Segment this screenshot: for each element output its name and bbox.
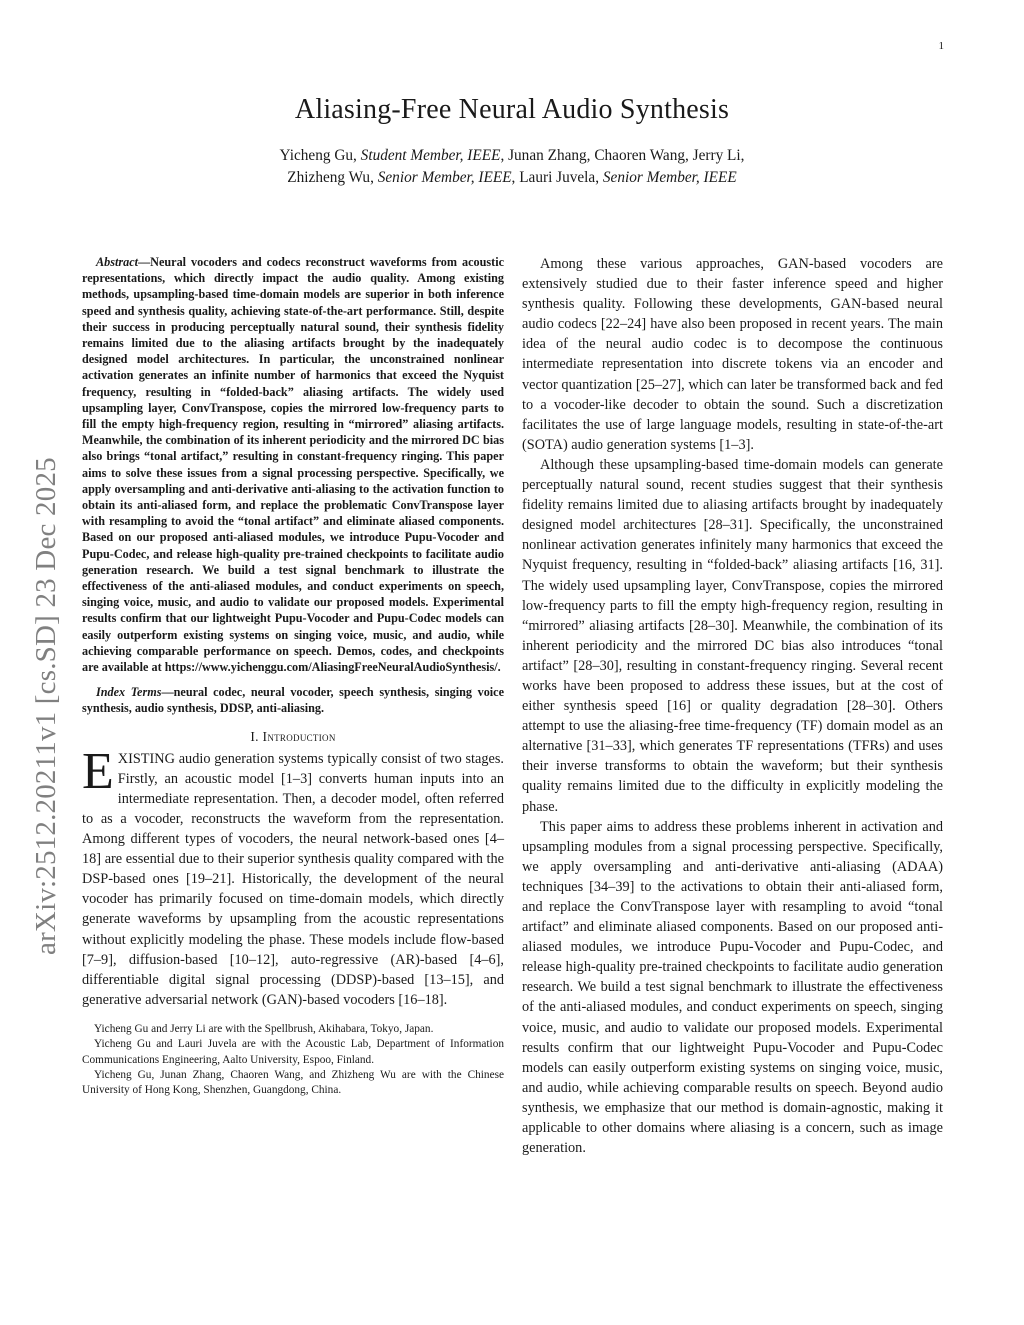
section-numeral: I. [250, 728, 263, 744]
drop-cap: E [82, 742, 114, 800]
affiliation-footnotes [82, 1022, 504, 1098]
section-heading-introduction [82, 729, 504, 745]
arxiv-identifier-stamp: arXiv:2512.20211v1 [cs.SD] 23 Dec 2025 [30, 457, 62, 955]
footnote: Yicheng Gu, Junan Zhang, Chaoren Wang, and Zhizheng Wu are with the Chinese University of Hong Kong, Shenzhen, Guangdong, China. [82, 1068, 504, 1097]
index-terms-label: Index Terms [96, 685, 162, 700]
intro-paragraph [82, 742, 504, 1010]
author-list [0, 145, 1024, 189]
author-text: , Lauri Juvela, [511, 169, 603, 186]
author-line-2 [0, 167, 1024, 189]
author-text: , Junan Zhang, Chaoren Wang, Jerry Li, [500, 147, 745, 164]
author-line-1 [0, 145, 1024, 167]
index-terms-text: —neural codec, neural vocoder, speech synthesis, singing voice synthesis, audio synthesis, DDSP, anti-aliasing. [82, 685, 504, 716]
footnote: Yicheng Gu and Lauri Juvela are with the Acoustic Lab, Department of Information Communications Engineering, Aalto University, Espoo, Finland. [82, 1038, 504, 1066]
author-affiliation: Student Member, IEEE [360, 147, 501, 164]
author-affiliation: Senior Member, IEEE [377, 169, 512, 186]
paper-title: Aliasing-Free Neural Audio Synthesis [294, 94, 730, 125]
abstract [82, 254, 504, 675]
author-text: Zhizheng Wu, [287, 169, 378, 186]
section-title: Introduction [262, 728, 336, 744]
author-affiliation: Senior Member, IEEE [602, 169, 737, 186]
page-number: 1 [938, 40, 944, 52]
body-paragraph: Among these various approaches, GAN-based vocoders are extensively studied due to their faster inference speed and higher synthesis quality. Following these developments, GAN-based neural audio codecs [22–24] have also been proposed in recent years. The main idea of the neural audio codec is to decompose the continuous intermediate representation into discrete tokens via an encoder and vector quantization [25–27], which can later be transformed back and fed to a vocoder-like decoder to obtain the sound. Such a discretization facilitates the use of large language models, resulting in state-of-the-art (SOTA) audio generation systems [1–3]. [522, 256, 943, 453]
index-terms [82, 684, 504, 716]
abstract-label: Abstract [96, 255, 138, 269]
left-column [82, 254, 504, 1098]
intro-first-word: XISTING [117, 750, 175, 767]
abstract-text: —Neural vocoders and codecs reconstruct waveforms from acoustic representations, which directly impact the audio quality. Among existing methods, upsampling-based time-domain models are superior in both inference speed and synthesis quality, achieving state-of-the-art performance. Still, despite their success in producing perceptually natural sound, their synthesis fidelity remains limited due to the aliasing artifacts brought by the inadequately designed model architectures. In particular, the unconstrained nonlinear activation generates an infinite number of harmonics that exceed the Nyquist frequency, resulting in “folded-back” aliasing artifacts. The widely used upsampling layer, ConvTranspose, copies the mirrored low-frequency parts to fill the empty high-frequency region, resulting in “mirrored” aliasing artifacts. Meanwhile, the combination of its inherent periodicity and the mirrored DC bias also brings “tonal artifact,” resulting in constant-frequency ringing. This paper aims to solve these issues from a signal processing perspective. Specifically, we apply oversampling and anti-derivative anti-aliasing to the activation function to obtain its anti-aliased form, and replace the problematic ConvTranspose layer with resampling to avoid the “tonal artifact” and eliminate aliased components. Based on our proposed anti-aliased modules, we introduce Pupu-Vocoder and Pupu-Codec, and release high-quality pre-trained checkpoints to facilitate audio generation research. We build a test signal benchmark to illustrate the effectiveness of the anti-aliased modules, and conduct experiments on speech, singing voice, music, and audio to validate our proposed models. Experimental results confirm that our lightweight Pupu-Vocoder and Pupu-Codec models can easily outperform existing systems on singing voice, music, and audio, while achieving comparable performance on speech. Demos, codes, and checkpoints are available at https://www.yichenggu.com/AliasingFreeNeuralAudioSynthesis/. [82, 255, 504, 675]
body-paragraph: This paper aims to address these problems inherent in activation and upsampling modules from a signal processing perspective. Specifically, we apply oversampling and anti-derivative anti-aliasing (ADAA) techniques [34–39] to the activations to obtain their anti-aliased form, and replace the ConvTranspose layer with resampling to avoid “tonal artifact” and eliminate aliased components. Based on our proposed anti-aliased modules, we introduce Pupu-Vocoder and Pupu-Codec, and release high-quality pre-trained checkpoints to facilitate audio generation research. We build a test signal benchmark to illustrate the effectiveness of the anti-aliased modules, and conduct experiments on speech, singing voice, music, and audio to validate our proposed models. Experimental results confirm that our lightweight Pupu-Vocoder and Pupu-Codec models can easily outperform existing systems on singing voice, music, and audio, while achieving comparable results on speech. Beyond audio synthesis, we emphasize that our method is domain-agnostic, making it applicable to other domains where aliasing is a concern, such as image generation. [522, 818, 943, 1157]
footnote: Yicheng Gu and Jerry Li are with the Spellbrush, Akihabara, Tokyo, Japan. [94, 1022, 434, 1035]
intro-text: audio generation systems typically consist of two stages. Firstly, an acoustic model [1–3] converts human inputs into an intermediate representation. Then, a decoder model, often referred to as a vocoder, reconstructs the waveform from the representation. Among different types of vocoders, the neural network-based ones [4–18] are essential due to their superior synthesis quality compared with the DSP-based ones [19–21]. Historically, the development of the neural vocoder has primarily focused on time-domain models, which directly generate waveforms by upsampling from the acoustic representations without explicitly modeling the phase. These models include flow-based [7–9], diffusion-based [10–12], auto-regressive (AR)-based [4–6], differentiable digital signal processing (DDSP)-based [13–15], and generative adversarial network (GAN)-based vocoders [16–18]. [82, 750, 504, 1008]
right-column [522, 254, 943, 1158]
author-text: Yicheng Gu, [279, 147, 361, 164]
body-paragraph: Although these upsampling-based time-domain models can generate perceptually natural sound, recent studies suggest that their synthesis fidelity remains limited due to aliasing artifacts brought by inadequately designed model architectures [28–31]. Specifically, the unconstrained nonlinear activation generates infinitely many harmonics that exceed the Nyquist frequency, resulting in “folded-back” aliasing artifacts [16, 31]. The widely used upsampling layer, ConvTranspose, copies the mirrored low-frequency parts to fill the empty high-frequency region, resulting in “mirrored” aliasing artifacts [28–30]. Meanwhile, the combination of its inherent periodicity and the mirrored DC bias also introduces “tonal artifact” [28–30], resulting in constant-frequency ringing. Several recent works have been proposed to address these issues, but at the cost of either synthesis speed [16] or quality degradation [28–30]. Others attempt to use the aliasing-free time-frequency (TF) domain model as an alternative [31–33], which generates TF representations (TFRs) and uses their inverse transforms to obtain the waveform; but their synthesis quality remains limited due to the difficulty in explicitly modeling the phase. [522, 456, 943, 815]
